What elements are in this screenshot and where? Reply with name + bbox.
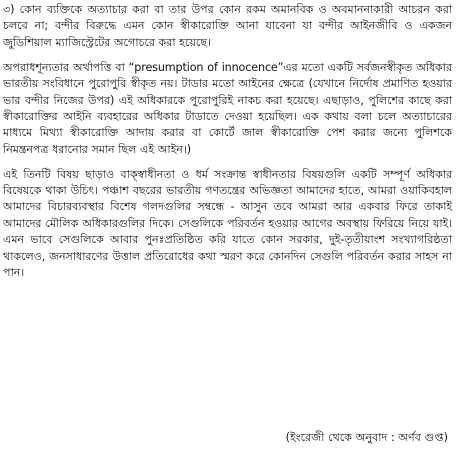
paragraph-presumption-of-innocence: অপরাধশূন্যতার অর্থাপত্তি বা “presumption of innocence”এর মতো একটি সর্বজনস্বীকৃত অধিকার ভারতীয় সংবিধানে পুরোপুরি স্বীকৃত নয়। টাডার মতো আইনের ক্ষেত্রে (যেখানে নির্দোষ প্রমাণিত হওয়ার ভার বন্দীর নিজের উপর) এই অধিকারকে পুরোপুরিই নাকচ করা হয়েছে। এছাড়াও, পুলিশের কাছে করা স্বীকারোক্তির আইনি ব্যবহারের অধিকার টাডাতে দেওয়া হয়েছিল। এক কথায় বলা চলে অত্যাচারের মাধ্যমে মিথ্যা স্বীকারোক্তি আদায় করার বা কোর্টে জাল স্বীকারোক্তি পেশ করার জন্যে পুলিশকে নিমন্ত্রনপত্র ধরানোর সমান ছিল এই আইন।) (3, 60, 452, 156)
paragraph-clause-three: ৩) কোন ব্যক্তিকে অত্যাচার করা বা তার উপর কোন রকম অমানবিক ও অবমাননাকারী আচরন করা চলবে না; বন্দীর বিরুদ্ধে এমন কোন স্বীকারোক্তি আনা যাবেনা যা বন্দীর আইনজীবি ও একজন জুডিশিয়াল ম্যাজিস্ট্রেটের অগোচরে করা হয়েছে। (3, 3, 452, 49)
translator-credit: (ইংরেজী থেকে অনুবাদ : অর্ণব গুপ্ত) (285, 431, 448, 444)
paragraph-fundamental-rights: এই তিনটি বিষয় ছাড়াও বাক্‌স্বাধীনতা ও ধর্ম সংক্রান্ত স্বাধীনতার বিষয়গুলি একটি সম্পূর্ণ অধিকার বিষেয়কে থাকা উচিৎ। পঞ্চাশ বছরের ভারতীয় গণতন্ত্রের অভিজ্ঞতা আমাদের হাতে, আমরা ওয়াকিবহাল আমাদের বিচারব্যবস্থার বিশেষ গলদগুলির সম্বন্ধে - আসুন তবে আমরা আর একবার ফিরে তাকাই আমাদের মৌলিক অধিকারগুলির দিকে। সেগুলিকে পরিবর্তন হওয়ার আগের অবস্থায় ফিরিয়ে নিয়ে যাই। এমন ভাবে সেগুলিকে আবার পুনঃপ্রতিষ্ঠিত করি যাতে কোন সরকার, দুই-তৃতীয়াংশ সংখ্যাগরিষ্ঠতা থাকলেও, জনসাধারণের উত্তাল প্রতিরোধের কথা স্মরণ করে কোনদিন সেগুলি পরিবর্তন করার সাহস না পান। (3, 167, 452, 280)
